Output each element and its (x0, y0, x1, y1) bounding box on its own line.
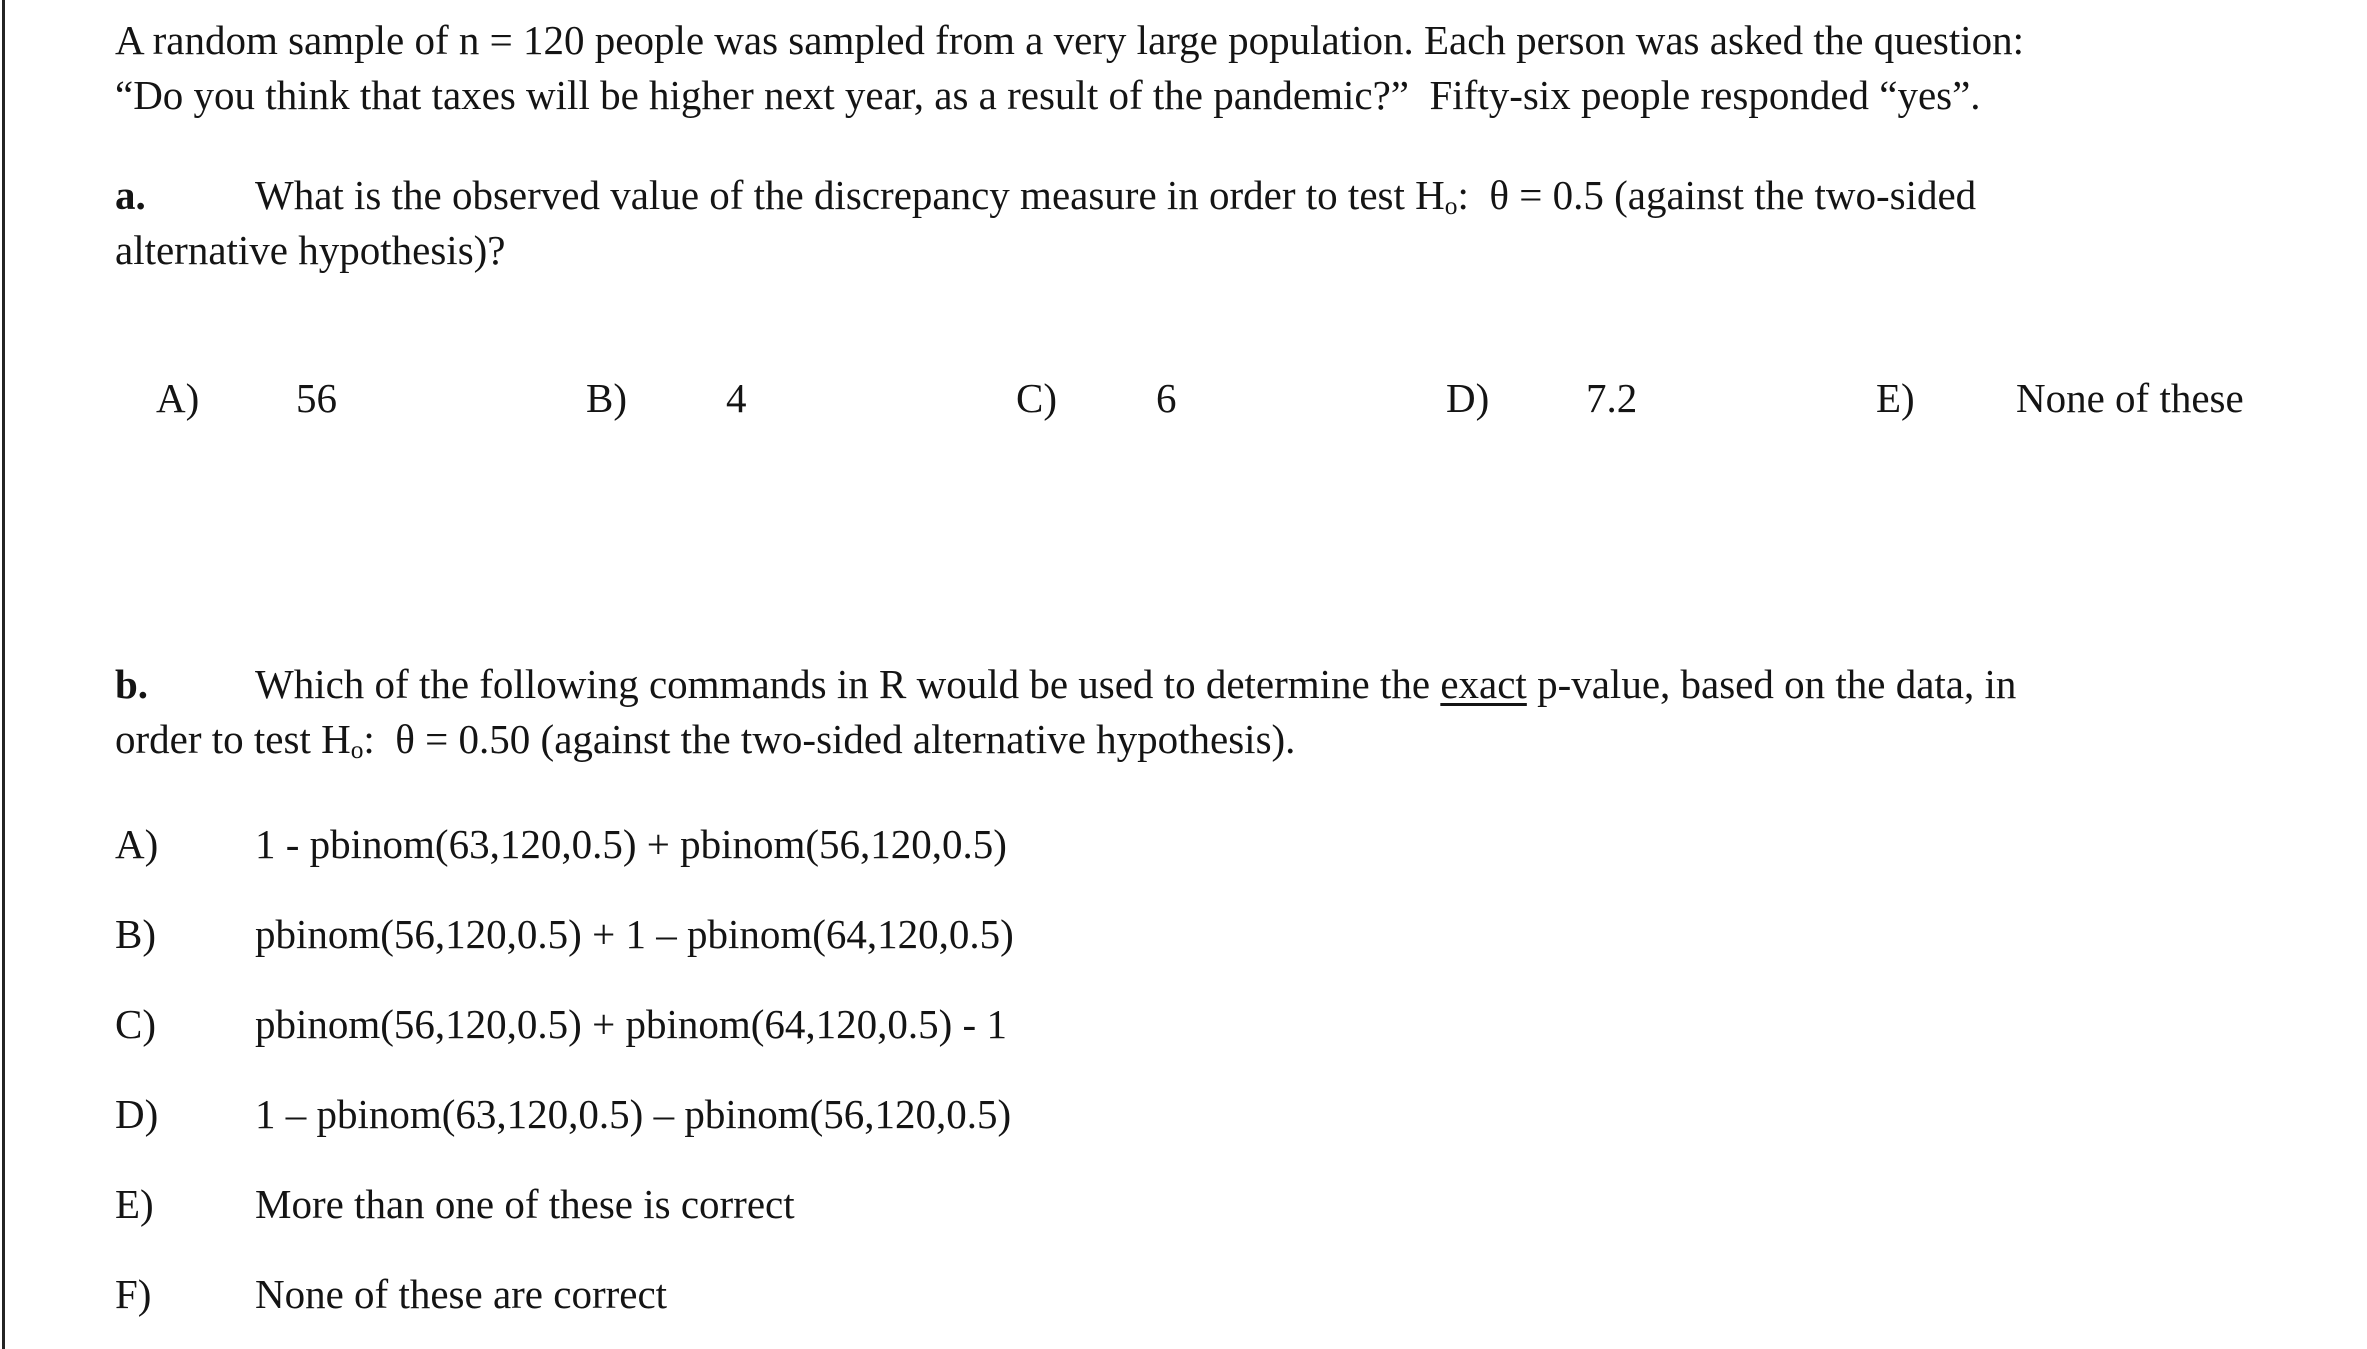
part-b-question-line-1 (115, 657, 2367, 712)
part-a-options-row (115, 316, 2367, 421)
part-b-option-d-label: D) (115, 1091, 159, 1137)
part-b-label: b. (115, 661, 149, 707)
part-b-option-e-text: More than one of these is correct (255, 1181, 795, 1227)
part-a-option-c-label: C) (1016, 375, 1057, 421)
part-b-question-text-post: p-value, based on the data, in (1526, 661, 2017, 707)
part-a-option-b-value: 4 (726, 375, 747, 421)
part-a-section (115, 168, 2367, 278)
part-b-option-b-text: pbinom(56,120,0.5) + 1 – pbinom(64,120,0.5) (255, 911, 1014, 957)
part-b-question-text-pre: Which of the following commands in R would be used to determine the (255, 661, 1441, 707)
part-b-option-e (115, 1177, 2367, 1232)
intro-line-1: A random sample of n = 120 people was sampled from a very large population. Each person was asked the question: (115, 17, 2025, 63)
part-b-option-c-label: C) (115, 1001, 156, 1047)
part-b-section (115, 657, 2367, 767)
part-b-option-c-text: pbinom(56,120,0.5) + pbinom(64,120,0.5) - 1 (255, 1001, 1007, 1047)
part-a-question-text-pre: What is the observed value of the discrepancy measure in order to test H (255, 172, 1445, 218)
h-naught-subscript: o (350, 735, 364, 764)
part-a-option-d-value: 7.2 (1586, 375, 1638, 421)
part-a-option-b (586, 371, 1016, 426)
part-b-question-line2-pre: order to test H (115, 716, 351, 762)
part-a-option-e-value: None of these (2016, 375, 2244, 421)
intro-line-2: “Do you think that taxes will be higher next year, as a result of the pandemic?” Fifty-six people responded “yes”. (115, 72, 1981, 118)
part-b-option-f-text: None of these are correct (255, 1271, 668, 1317)
part-a-option-a-value: 56 (296, 375, 337, 421)
part-a-question-line-1 (115, 168, 2367, 223)
part-b-option-d (115, 1087, 2367, 1142)
part-a-question-line-2: alternative hypothesis)? (115, 227, 506, 273)
part-b-option-f (115, 1267, 2367, 1322)
part-b-option-e-label: E) (115, 1181, 154, 1227)
part-a-option-e (1876, 371, 2244, 426)
part-b-question-line-2 (115, 712, 2367, 767)
part-a-option-e-label: E) (1876, 375, 1915, 421)
part-a-option-d (1446, 371, 1876, 426)
part-a-option-a-label: A) (156, 375, 200, 421)
part-b-option-d-text: 1 – pbinom(63,120,0.5) – pbinom(56,120,0.5) (255, 1091, 1012, 1137)
part-b-option-a-text: 1 - pbinom(63,120,0.5) + pbinom(56,120,0.5) (255, 821, 1007, 867)
part-b-exact-underlined: exact (1440, 661, 1527, 707)
part-a-option-a (156, 371, 586, 426)
part-b-option-a (115, 817, 2367, 872)
part-a-option-d-label: D) (1446, 375, 1490, 421)
part-b-question-line2-post: : θ = 0.50 (against the two-sided alternative hypothesis). (363, 716, 1296, 762)
part-a-option-b-label: B) (586, 375, 627, 421)
part-b-option-f-label: F) (115, 1271, 152, 1317)
part-b-option-a-label: A) (115, 821, 159, 867)
part-a-option-c (1016, 371, 1446, 426)
part-a-label: a. (115, 172, 146, 218)
h-naught-subscript: o (1444, 191, 1458, 220)
part-b-option-b-label: B) (115, 911, 156, 957)
part-b-option-b (115, 907, 2367, 962)
part-b-option-c (115, 997, 2367, 1052)
intro-paragraph (115, 13, 2367, 123)
part-a-option-c-value: 6 (1156, 375, 1177, 421)
part-a-question-text-post: : θ = 0.5 (against the two-sided (1457, 172, 1977, 218)
part-b-options-list (115, 817, 2367, 1322)
